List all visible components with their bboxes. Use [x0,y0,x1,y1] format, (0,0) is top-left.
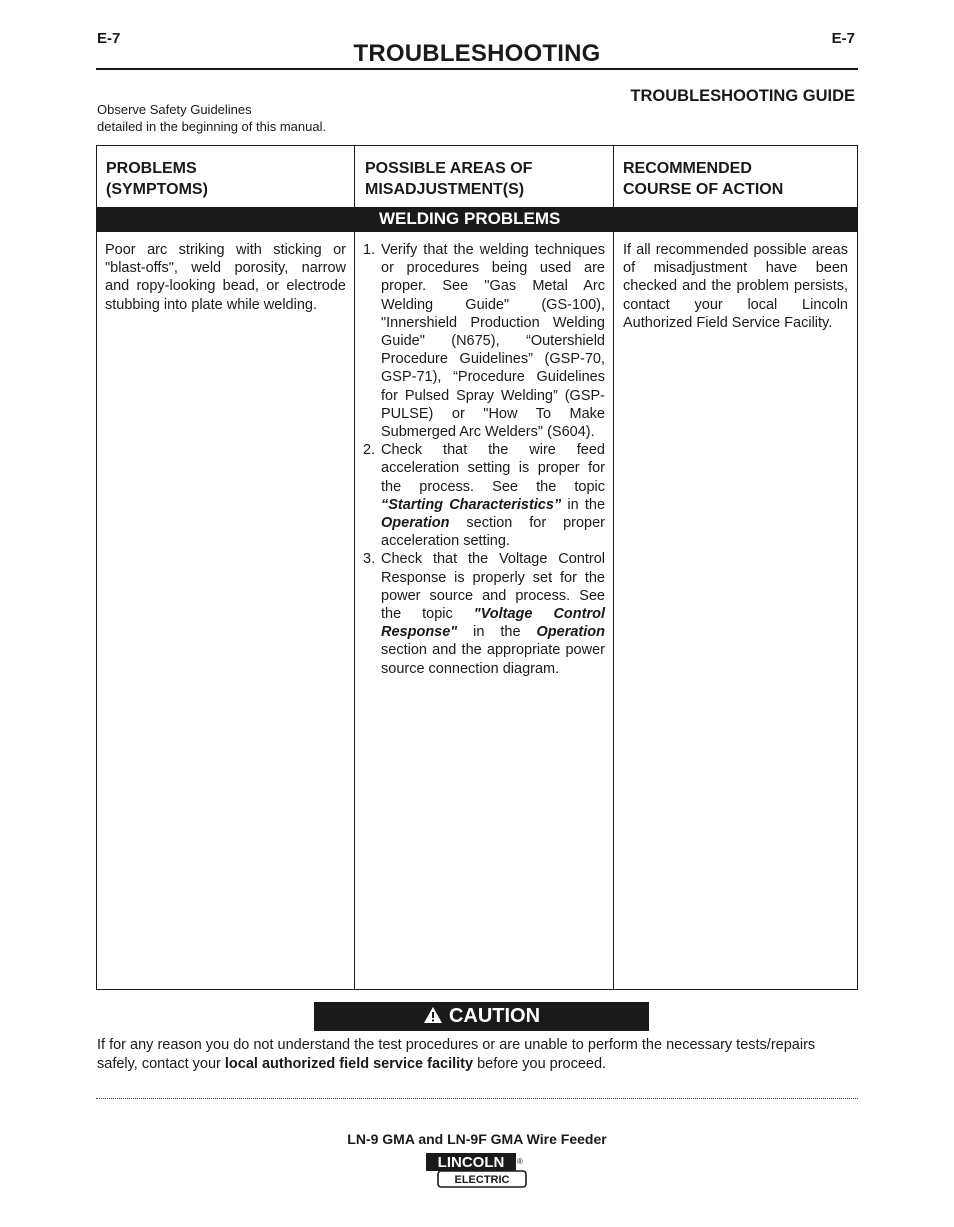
column-divider [613,146,614,989]
caution-text-start: If for any reason you do not understand the test procedures or are unable to perform the necessary tests/repairs safely, contact your [97,1037,816,1072]
guide-title: TROUBLESHOOTING GUIDE [630,87,855,105]
header-problems-line-2: (SYMPTOMS) [106,181,208,198]
safety-note-line-2: detailed in the beginning of this manual. [97,119,327,134]
page-number-left: E-7 [97,30,121,47]
action-cell: If all recommended possible areas of misadjustment have been checked and the problem persists, contact your local Lincoln Authorized Field Service Facility. [623,242,848,331]
registered-mark: ® [517,1157,523,1166]
header-action-line-2: COURSE OF ACTION [623,181,784,198]
header-areas-line-2: MISADJUSTMENT(S) [365,181,525,198]
step-text: section and the appropriate power source connection diagram. [381,642,605,677]
header-action-line-1: RECOMMENDED [623,160,752,177]
step-number: 1. [363,242,376,258]
safety-note [97,101,326,135]
step-text: section for proper acceleration setting. [381,515,605,550]
problem-cell: Poor arc striking with sticking or "blast-offs", weld porosity, narrow and ropy-looking bead, or electrode stubbing into plate while welding. [105,242,346,313]
step-item [363,550,605,677]
step-text: Check that the wire feed acceleration setting is proper for the process. See the topic [381,442,605,495]
misadjustments-cell [363,241,605,678]
step-text: Check that the Voltage Control Response is properly set for the power source and process. See the topic [381,551,605,623]
troubleshooting-table [96,145,858,990]
caution-label-text: CAUTION [448,1005,541,1027]
header-problems-line-1: PROBLEMS [106,160,197,177]
step-number: 2. [363,442,376,459]
page-number-right: E-7 [831,30,855,47]
title-rule [96,68,858,70]
topic-reference: “Starting Characteristics” [381,496,562,513]
lincoln-electric-logo [425,1152,527,1188]
header-areas-line-1: POSSIBLE AREAS OF [365,160,533,177]
steps-list [363,241,605,678]
logo-bottom-text: ELECTRIC [454,1174,510,1186]
section-title: WELDING PROBLEMS [379,209,561,228]
caution-banner [314,1002,649,1031]
section-reference: Operation [536,624,605,641]
step-text: in the [457,624,537,641]
safety-note-line-1: Observe Safety Guidelines [97,102,252,117]
warning-triangle-icon [423,1006,443,1024]
section-reference: Operation [381,515,450,532]
step-item [363,241,605,441]
step-text: Verify that the welding techniques or procedures being used are proper. See "Gas Metal Arc Welding Guide" (GS-100), "Innershield Production Welding Guide" (N675), “Outershield Procedure Guidelines” (GSP-70, GSP-71), “Procedure Guidelines for Pulsed Spray Welding” (GSP-PULSE) or "How To Make Submerged Arc Welders" (S604). [381,242,605,441]
column-divider [354,146,355,989]
caution-text [97,1036,859,1073]
header-problems [106,158,208,200]
header-misadjustments [365,158,532,200]
logo-top-text: LINCOLN [437,1154,505,1171]
caution-text-emphasis: local authorized field service facility [224,1055,474,1072]
footer-product: LN-9 GMA and LN-9F GMA Wire Feeder [347,1131,607,1147]
section-band [97,207,857,232]
dotted-divider [96,1098,858,1099]
page-title: TROUBLESHOOTING [353,40,601,67]
step-item [363,441,605,550]
step-number: 3. [363,551,376,568]
header-course-of-action [623,158,783,200]
step-text: in the [561,496,606,513]
topic-reference: "Voltage Control Response" [381,606,606,641]
caution-label [423,1005,540,1027]
caution-text-end: before you proceed. [473,1055,607,1072]
